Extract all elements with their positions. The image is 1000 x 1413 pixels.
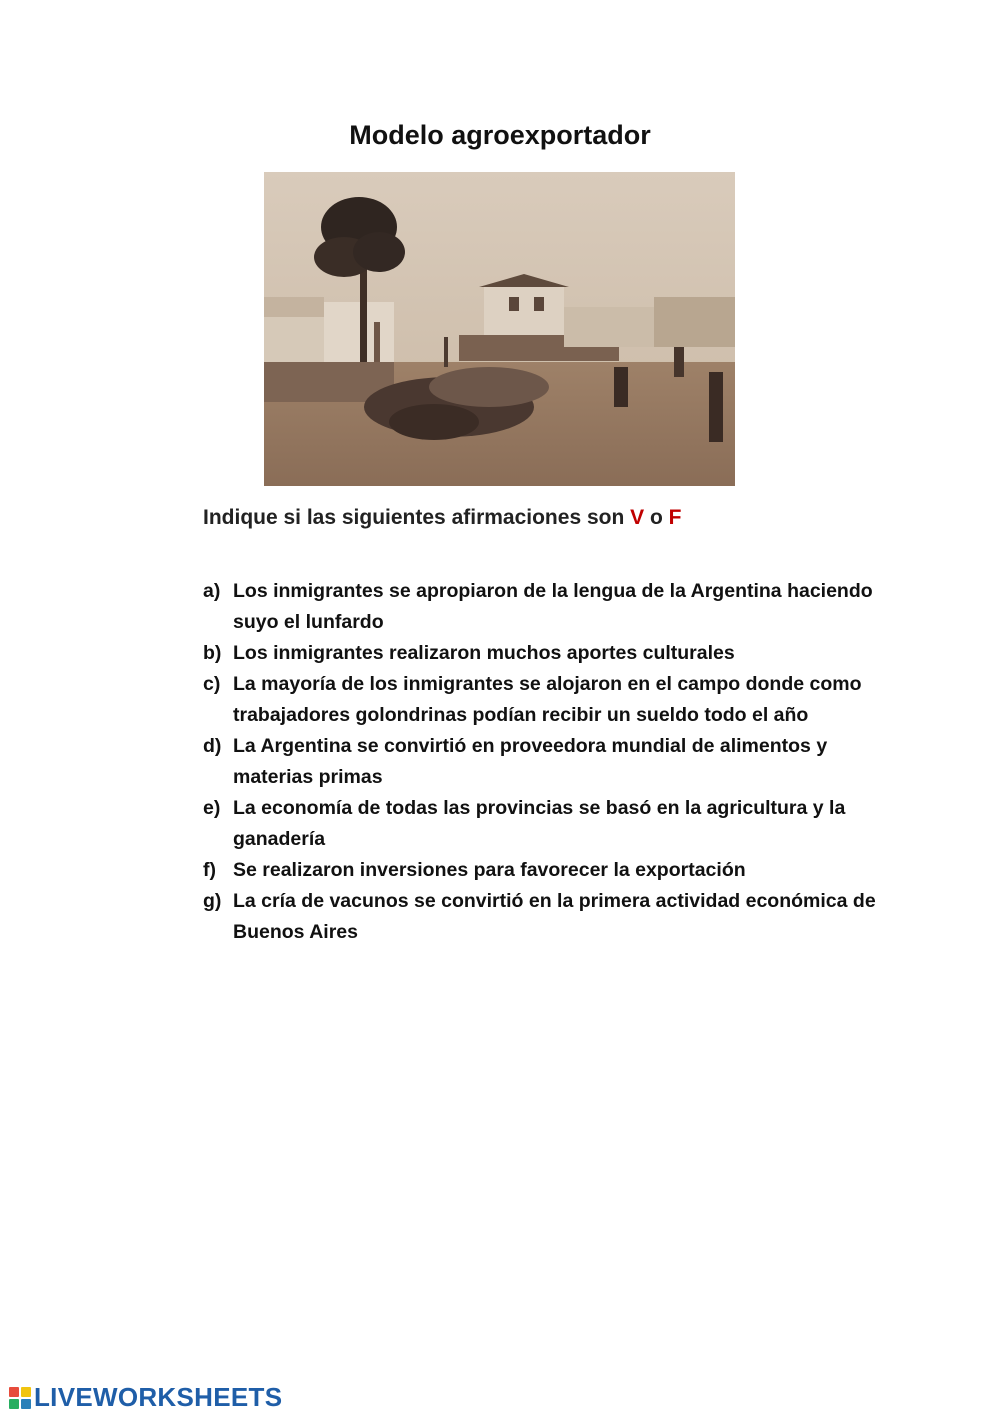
question-letter: b) — [203, 642, 222, 664]
true-marker: V — [630, 506, 645, 529]
false-marker: F — [668, 506, 682, 529]
question-letter: f) — [203, 859, 216, 881]
question-text: La economía de todas las provincias se basó en la agricultura y la ganadería — [233, 797, 846, 850]
page-title: Modelo agroexportador — [349, 120, 651, 150]
question-text: La Argentina se convirtió en proveedora mundial de alimentos y materias primas — [233, 735, 828, 788]
question-text: La mayoría de los inmigrantes se alojaron en el campo donde como trabajadores golondrinas podían recibir un sueldo todo el año — [233, 673, 862, 726]
question-item — [203, 669, 883, 731]
question-text: Los inmigrantes se apropiaron de la lengua de la Argentina haciendo suyo el lunfardo — [233, 580, 873, 633]
question-letter: g) — [203, 890, 222, 912]
question-letter: c) — [203, 673, 221, 695]
question-item — [203, 793, 883, 855]
questions-list — [203, 576, 883, 948]
instruction-text — [203, 506, 681, 530]
question-letter: d) — [203, 735, 222, 757]
question-text: La cría de vacunos se convirtió en la primera actividad económica de Buenos Aires — [233, 890, 876, 943]
liveworksheets-logo-icon — [8, 1386, 32, 1410]
question-letter: e) — [203, 797, 221, 819]
historic-photo — [264, 172, 735, 486]
question-text: Los inmigrantes realizaron muchos aportes culturales — [233, 642, 735, 664]
question-item — [203, 886, 883, 948]
question-letter: a) — [203, 580, 221, 602]
instruction-lead: Indique si las siguientes afirmaciones son — [203, 506, 631, 529]
instruction-connector: o — [644, 506, 669, 529]
question-item — [203, 855, 883, 886]
question-item — [203, 576, 883, 638]
question-item — [203, 638, 883, 669]
liveworksheets-brand — [8, 1382, 282, 1413]
brand-name: LIVEWORKSHEETS — [34, 1382, 283, 1412]
question-text: Se realizaron inversiones para favorecer la exportación — [233, 859, 746, 881]
question-item — [203, 731, 883, 793]
